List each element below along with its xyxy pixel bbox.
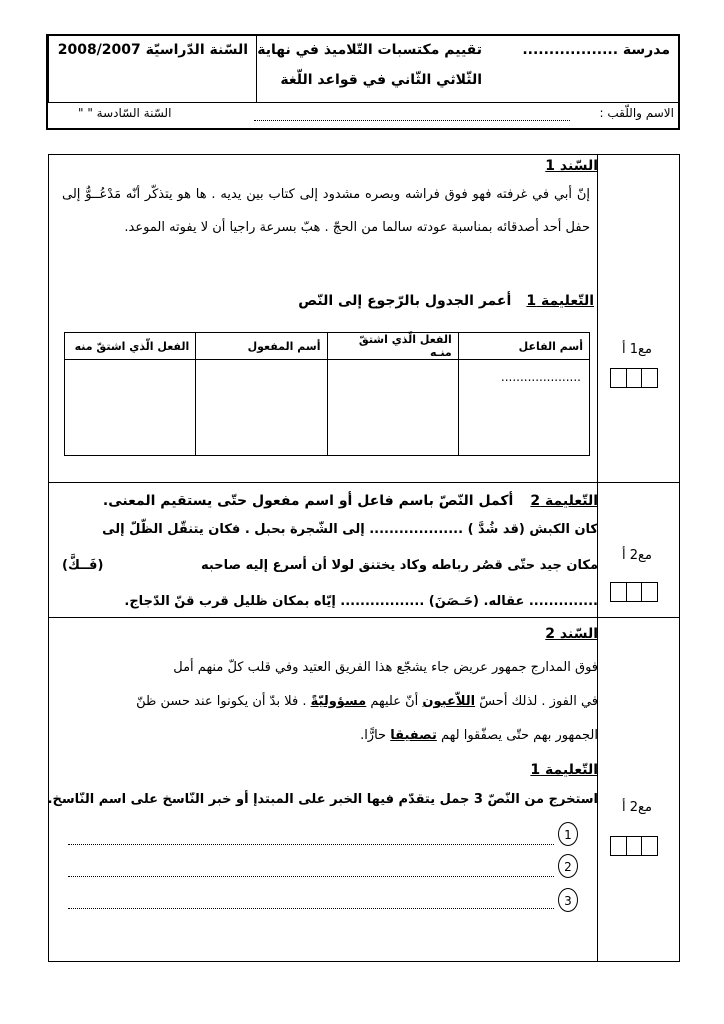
section2-text: حارًّا. xyxy=(360,728,387,743)
task2-line2-end: (فَــكَّ) xyxy=(62,558,104,573)
name-dots xyxy=(254,120,570,121)
task1-heading xyxy=(298,290,594,309)
task1-table xyxy=(64,332,590,456)
score-box[interactable] xyxy=(610,836,658,856)
section-separator-2 xyxy=(48,617,680,618)
title-cell xyxy=(256,36,488,102)
task1-number: التّعليمة 1 xyxy=(526,293,594,309)
task2-line2: مكان جيد حتّى قصُر رباطه وكاد يختنق لولا أن أسرع إليه صاحبه xyxy=(201,558,598,573)
answer-line[interactable] xyxy=(68,908,554,909)
task2-number: التّعليمة 2 xyxy=(530,493,598,509)
score-label: مع2 أ xyxy=(622,548,652,563)
item-number-circle: 1 xyxy=(558,822,578,846)
name-label: الاسم واللّقب : xyxy=(599,106,674,120)
table-header-cell: أسم الفاعل xyxy=(458,333,589,360)
task3-instruction: استخرج من النّصّ 3 جمل يتقدّم فيها الخبر على المبتدإ أو خبر النّاسخ على اسم النّاسخ. xyxy=(47,792,598,807)
score-label: مع2 أ xyxy=(622,800,652,815)
task2-heading xyxy=(103,490,598,509)
answer-cell[interactable] xyxy=(327,360,458,456)
section2-line1: فوق المدارج جمهور عريض جاء يشجّع هذا الفريق العتيد وفي قلب كلّ منهم أمل xyxy=(173,660,598,675)
answer-line[interactable] xyxy=(68,876,554,877)
table-header-cell: أسم المفعول xyxy=(196,333,327,360)
task2-line1: كان الكبش (قد شُدَّ ) ................... إلى الشّجرة بحبل . فكان يتنقّل الظّلّ إلى xyxy=(102,522,598,537)
section-separator-1 xyxy=(48,482,680,483)
section2-text: أنّ عليهم xyxy=(370,694,419,709)
section1-title: السّند 1 xyxy=(545,158,598,174)
item-number-circle: 3 xyxy=(558,888,578,912)
score-box[interactable] xyxy=(610,582,658,602)
section1-text: إنّ أبي في غرفته فهو فوق فراشه وبصره مشدود إلى كتاب بين يديه . ها هو يتذكّر أنّه مَدْعُــوٌّ إلى حفل أحد أصدقائه بمناسبة عودته سالما من الحجّ . هبّ بسرعة راجيا أن لا يفوته الموعد. xyxy=(62,187,590,235)
highlighted-word: اللاّعبون xyxy=(422,694,476,709)
level-label: السّنة السّادسة " " xyxy=(78,106,172,120)
task2-line3: .............. عقاله. (حَـصَنَ) ................. إيّاه بمكان ظليل قرب قنّ الدّجاج. xyxy=(124,594,598,609)
section2-line3 xyxy=(360,728,598,743)
section2-title: السّند 2 xyxy=(545,626,598,642)
task2-instruction: أكمل النّصّ باسم فاعل أو اسم مفعول حتّى يستقيم المعنى. xyxy=(102,493,514,509)
answer-cell[interactable]: ..................... xyxy=(458,360,589,456)
section2-line2 xyxy=(136,694,598,709)
task3-number: التّعليمة 1 xyxy=(530,762,598,778)
highlighted-word: مسؤوليّةً xyxy=(310,694,367,709)
answer-cell[interactable] xyxy=(196,360,327,456)
header-box xyxy=(46,34,680,130)
answer-line[interactable] xyxy=(68,844,554,845)
year-cell xyxy=(48,36,256,102)
table-header-cell: الفعل الّذي اشتقّ منـه xyxy=(327,333,458,360)
table-header-cell: الفعل الّذي اشتقّ منه xyxy=(65,333,196,360)
score-box[interactable] xyxy=(610,368,658,388)
answer-cell[interactable] xyxy=(65,360,196,456)
section2-text: . فلا بدّ أن يكونوا عند حسن ظنّ xyxy=(136,694,307,709)
item-number-circle: 2 xyxy=(558,854,578,878)
school-label: مدرسة .................. xyxy=(522,42,670,58)
task1-instruction: أعمر الجدول بالرّجوع إلى النّص xyxy=(298,293,512,309)
header-divider xyxy=(48,102,678,103)
year-label: السّنة الدّراسيّة 2008/2007 xyxy=(57,42,248,58)
section2-text: الجمهور بهم حتّى يصفّقوا لهم xyxy=(440,728,598,743)
title-line1: تقييم مكتسبات التّلاميذ في نهاية xyxy=(257,42,482,58)
score-label: مع1 أ xyxy=(622,342,652,357)
section2-text: في الفوز . لذلك أحسّ xyxy=(479,694,598,709)
highlighted-word: تصفيقا xyxy=(390,728,437,743)
title-line2: الثّلاثي الثّاني في قواعد اللّغة xyxy=(280,72,482,88)
